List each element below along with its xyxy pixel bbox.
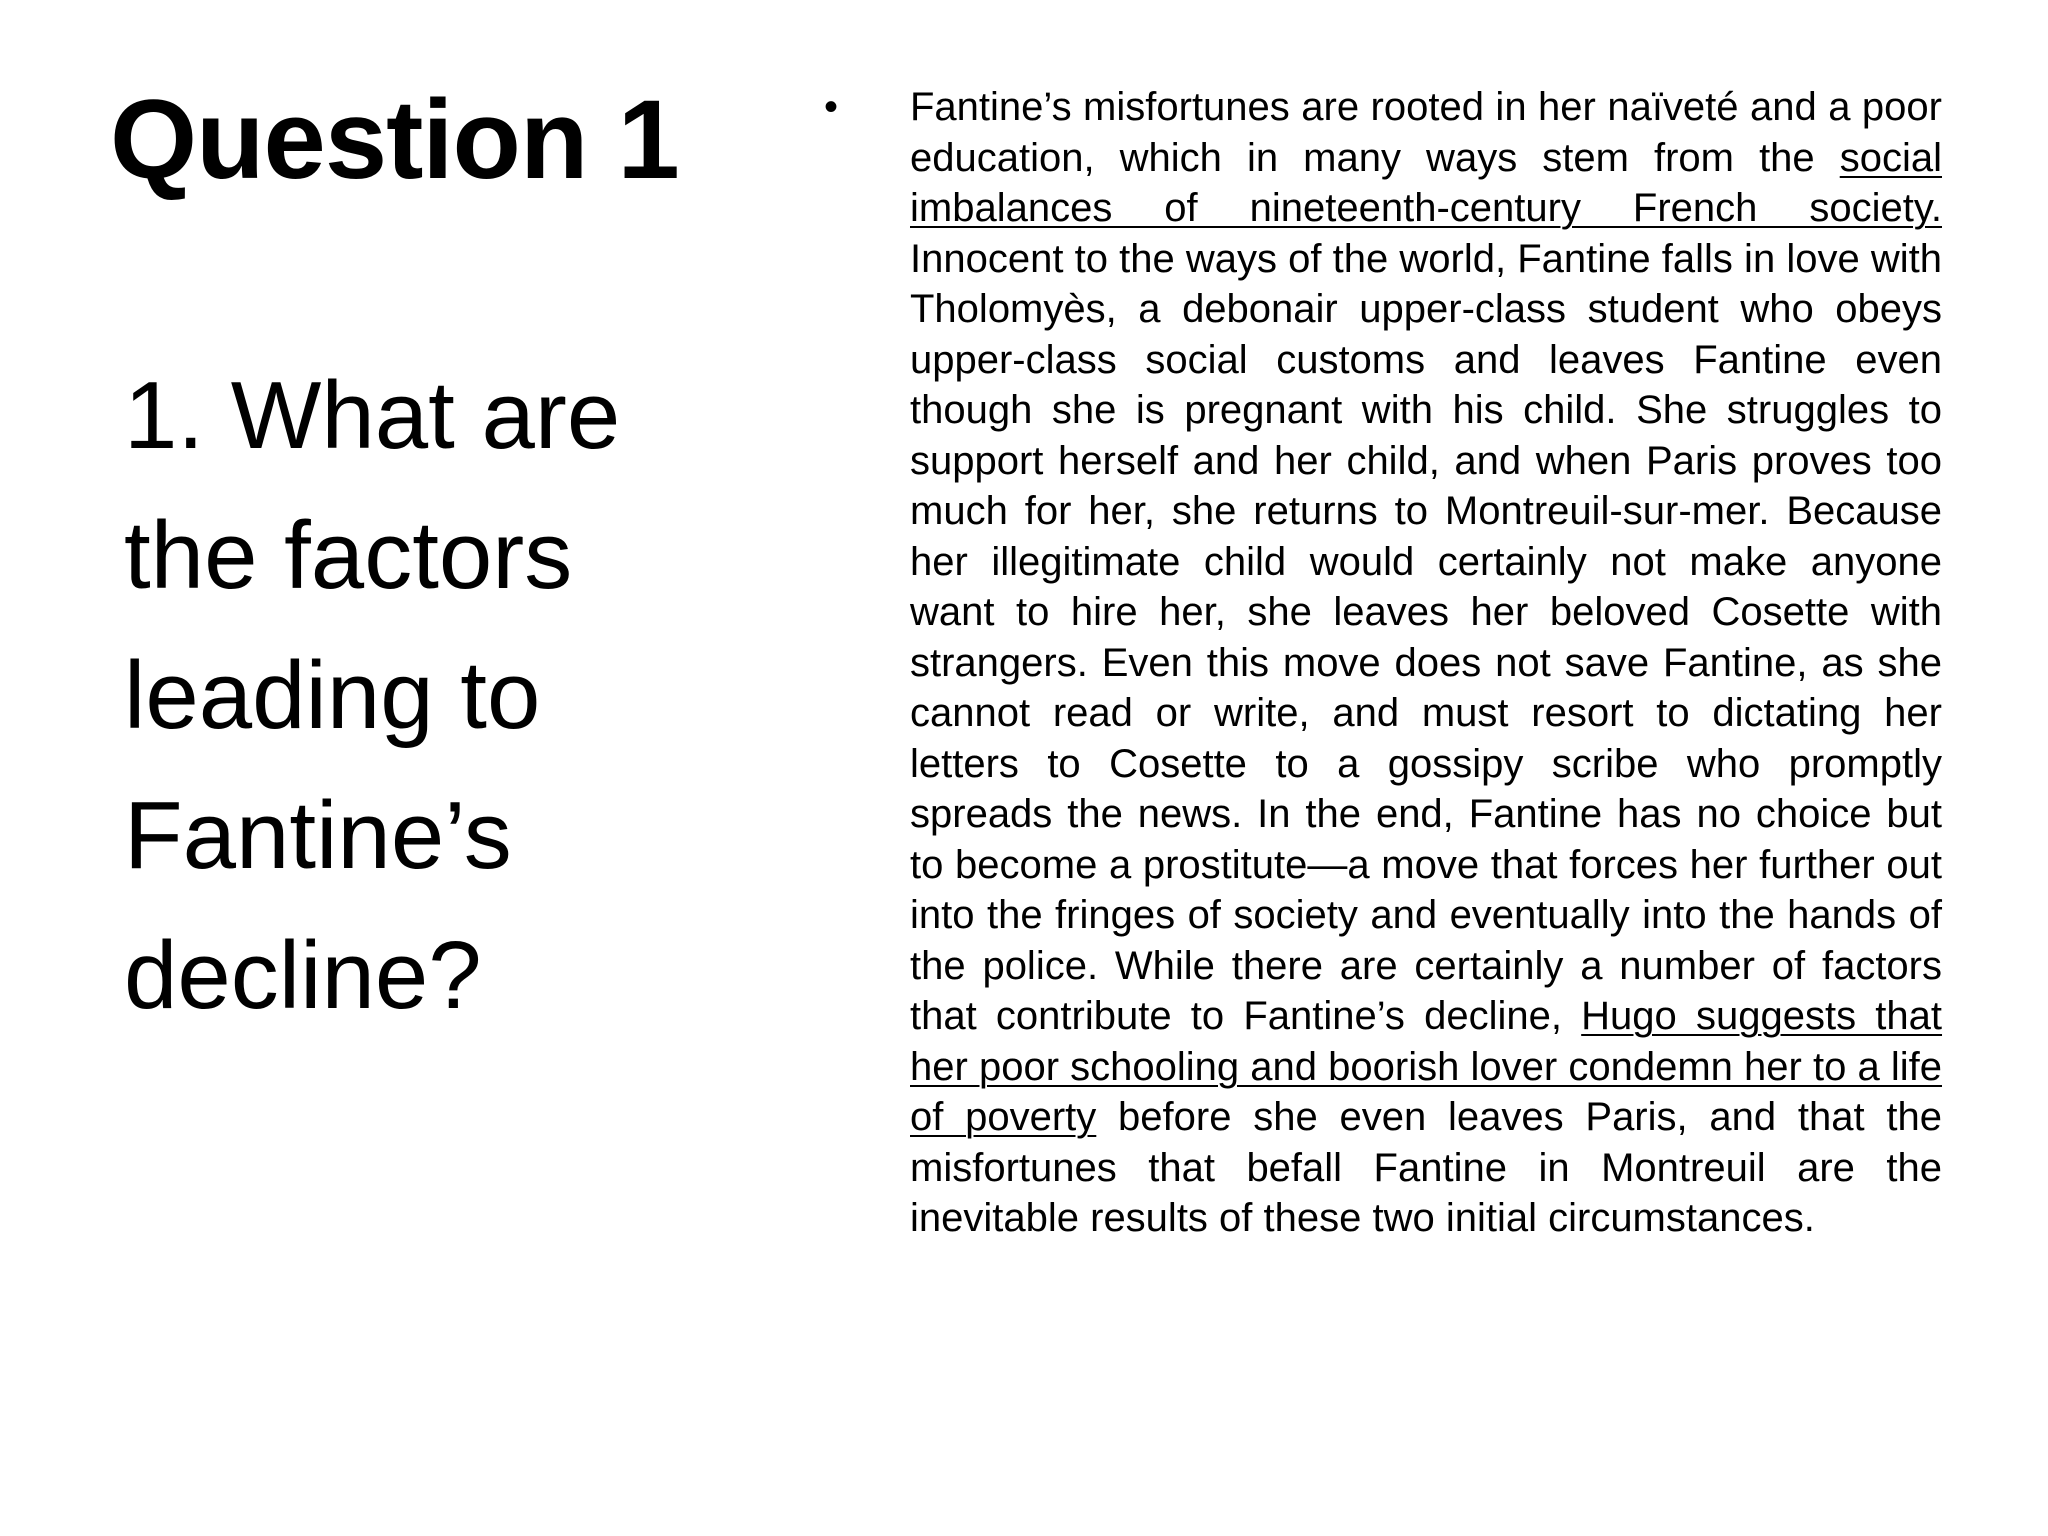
underlined-phrase-social-imbalances: social imbalances of nineteenth-century French society. <box>910 135 1942 230</box>
slide-title: Question 1 <box>110 77 679 202</box>
answer-bullet <box>824 82 1954 1462</box>
answer-text-segment: Fantine’s misfortunes are rooted in her naïveté and a poor education, which in many ways stem from the <box>910 85 1942 180</box>
bullet-icon: • <box>824 85 839 129</box>
answer-text-segment: before she even leaves Paris, and that the misfortunes that befall Fantine in Montreuil are the inevitable results of these two initial circumstances. <box>910 1095 1942 1240</box>
question-text: 1. What are the factors leading to Fantine’s decline? <box>124 362 621 1029</box>
underlined-phrase-hugo-suggests: Hugo suggests that her poor schooling and boorish lover condemn her to a life of poverty <box>910 994 1943 1139</box>
answer-text-segment: Innocent to the ways of the world, Fantine falls in love with Tholomyès, a debonair upper-class student who obeys upper-class social customs and leaves Fantine even though she is pregnant with his child. She struggles to support herself and her child, and when Paris proves too much for her, she returns to Montreuil-sur-mer. Because her illegitimate child would certainly not make anyone want to hire her, she leaves her beloved Cosette with strangers. Even this move does not save Fantine, as she cannot read or write, and must resort to dictating her letters to Cosette to a gossipy scribe who promptly spreads the news. In the end, Fantine has no choice but to become a prostitute—a move that forces her further out into the fringes of society and eventually into the hands of the police. While there are certainly a number of factors that contribute to Fantine’s decline, <box>910 236 1942 1038</box>
answer-paragraph <box>910 82 1942 1244</box>
